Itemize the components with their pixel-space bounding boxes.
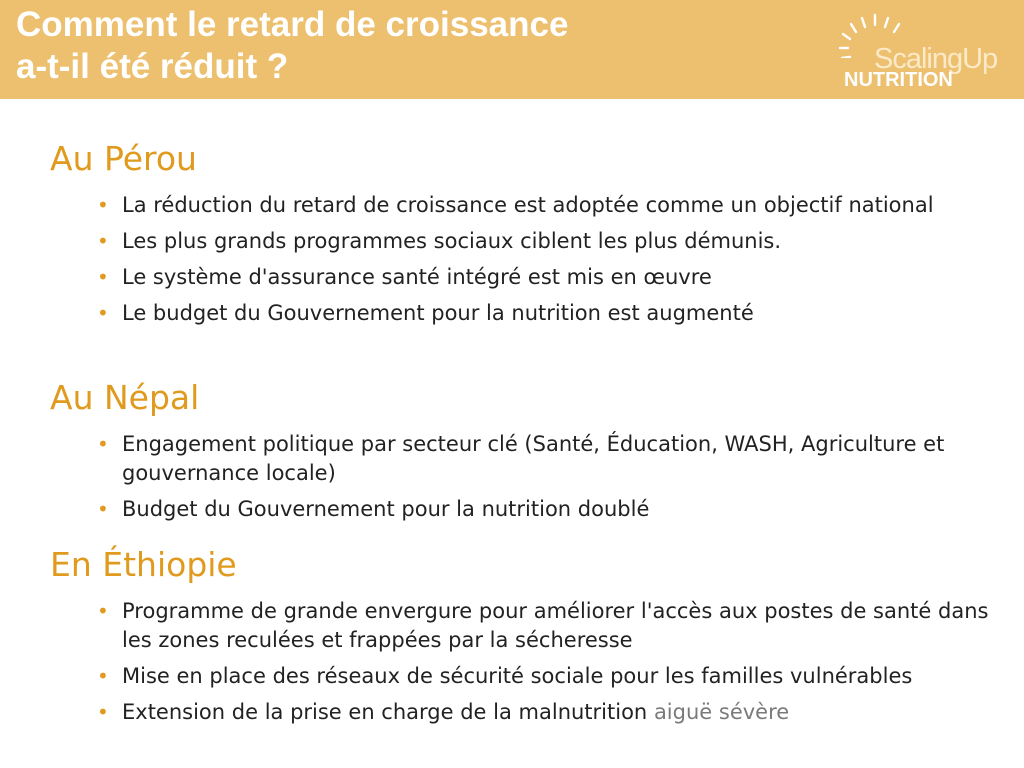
bullet-text: Budget du Gouvernement pour la nutrition doublé [122,497,650,521]
section-title-nepal: Au Népal [50,378,200,417]
bullet-marker: • [97,700,109,724]
list-item [0,597,1024,655]
bullet-marker: • [97,497,109,521]
list-item [0,430,1024,488]
logo-scaling-up-text: ScalingUp [874,43,998,75]
logo-nutrition-text: NUTRITION [844,69,953,91]
bullet-marker: • [97,301,109,325]
bullet-list-peru [0,191,1024,335]
list-item [0,698,1024,727]
title-line-1: Comment le retard de croissance [16,5,569,44]
bullet-list-nepal [0,430,1024,531]
bullet-text: Le système d'assurance santé intégré est mis en œuvre [122,265,712,289]
bullet-marker: • [97,599,109,623]
list-item [0,495,1024,524]
list-item [0,263,1024,292]
bullet-marker: • [97,265,109,289]
bullet-marker: • [97,229,109,253]
list-item [0,227,1024,256]
bullet-text: La réduction du retard de croissance est adoptée comme un objectif national [122,193,934,217]
bullet-text-muted: aiguë sévère [653,700,790,724]
section-title-peru: Au Pérou [50,139,197,178]
title-line-2: a-t-il été réduit ? [16,47,289,86]
bullet-text: Engagement politique par secteur clé (Santé, Éducation, WASH, Agriculture et gouvernance locale) [122,432,945,485]
bullet-text: Mise en place des réseaux de sécurité sociale pour les familles vulnérables [122,664,913,688]
section-title-ethiopia: En Éthiopie [50,545,237,584]
bullet-text: Programme de grande envergure pour améliorer l'accès aux postes de santé dans les zones reculées et frappées par la sécheresse [122,599,989,652]
list-item [0,191,1024,220]
bullet-list-ethiopia [0,597,1024,734]
header-bar [0,0,1024,99]
bullet-marker: • [97,664,109,688]
list-item [0,662,1024,691]
bullet-marker: • [97,193,109,217]
bullet-text: Les plus grands programmes sociaux ciblent les plus démunis. [122,229,782,253]
bullet-marker: • [97,432,109,456]
bullet-text-main: Extension de la prise en charge de la malnutrition [122,700,648,724]
list-item [0,299,1024,328]
bullet-text: Le budget du Gouvernement pour la nutrition est augmenté [122,301,754,325]
page-title [16,4,568,88]
scaling-up-nutrition-logo [838,8,1018,92]
